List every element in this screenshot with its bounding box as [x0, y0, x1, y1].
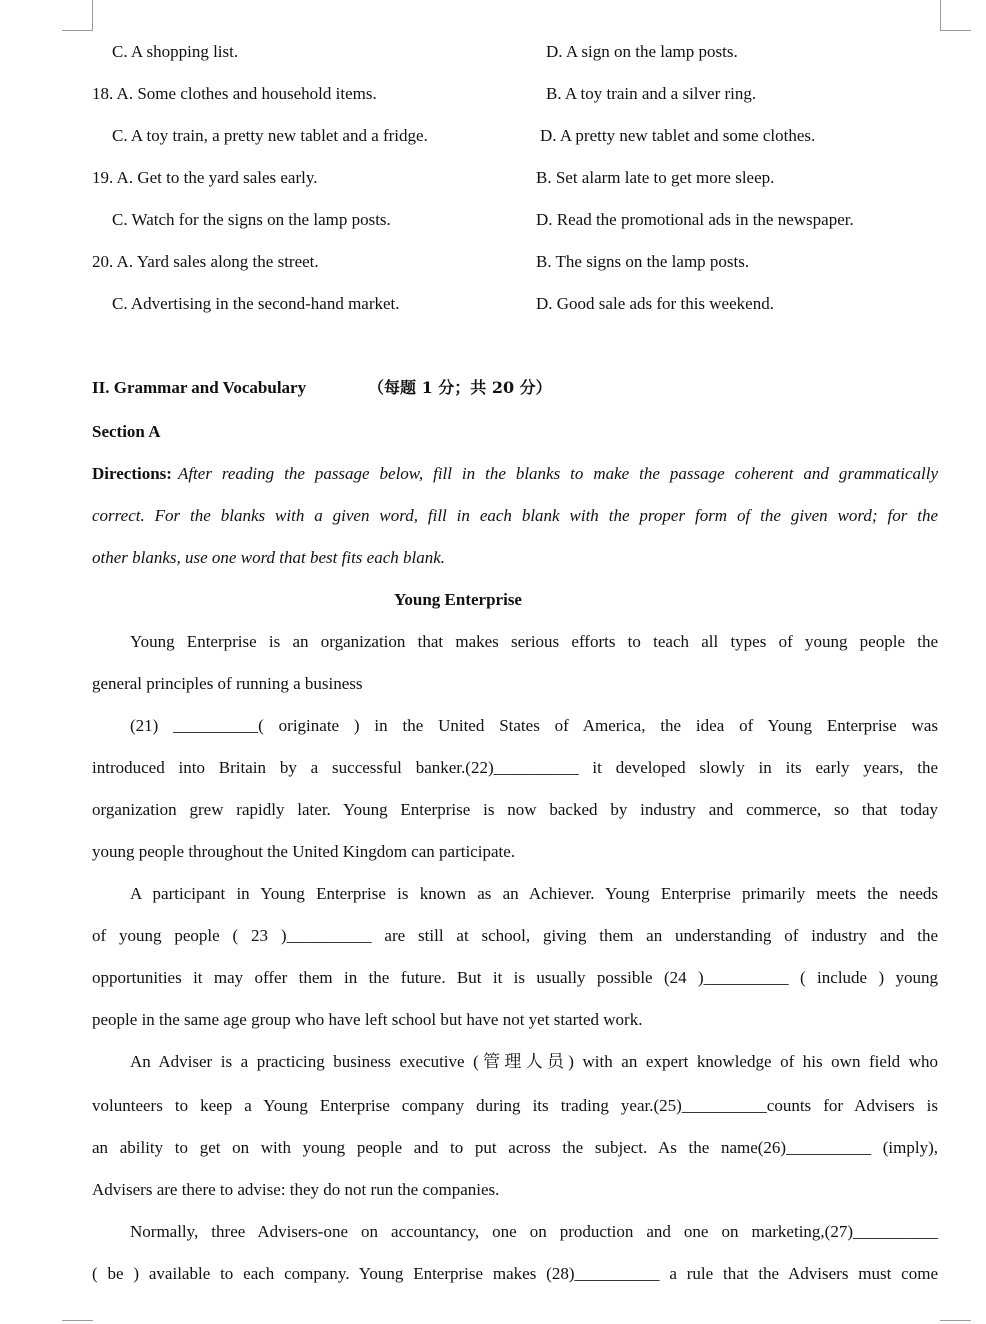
option-text: 20. A. Yard sales along the street. — [92, 252, 319, 271]
passage-line: organization grew rapidly later. Young Enterprise is now backed by industry and commerce, so that today — [92, 800, 938, 819]
option-text: C. Watch for the signs on the lamp posts. — [112, 210, 391, 229]
crop-mark — [62, 1320, 93, 1321]
option-text: 18. A. Some clothes and household items. — [92, 84, 377, 103]
option-text: 19. A. Get to the yard sales early. — [92, 168, 318, 187]
passage-line: young people throughout the United Kingdom can participate. — [92, 842, 516, 861]
passage-title: Young Enterprise — [394, 590, 522, 609]
option-text: D. Read the promotional ads in the newspaper. — [536, 210, 854, 229]
passage-line: A participant in Young Enterprise is known as an Achiever. Young Enterprise primarily meets the needs — [130, 884, 938, 903]
option-text: B. A toy train and a silver ring. — [546, 84, 757, 103]
crop-mark — [92, 0, 93, 30]
directions-text: After reading the passage below, fill in the blanks to make the passage coherent and grammatically — [177, 464, 938, 483]
directions-line — [92, 464, 938, 484]
passage-line: Normally, three Advisers-one on accountancy, one on production and one on marketing,(27)__________ — [130, 1222, 938, 1241]
section-label: Section A — [92, 422, 161, 441]
crop-mark — [940, 30, 971, 31]
crop-mark — [940, 0, 941, 30]
option-text: B. Set alarm late to get more sleep. — [536, 168, 775, 187]
passage-line: an ability to get on with young people and to put across the subject. As the name(26)__________ (imply), — [92, 1138, 938, 1157]
passage-line: An Adviser is a practicing business executive (管理人员) with an expert knowledge of his own field who — [130, 1052, 938, 1071]
option-text: B. The signs on the lamp posts. — [536, 252, 750, 271]
directions-label: Directions: — [92, 464, 172, 483]
directions-text: correct. For the blanks with a given word, fill in each blank with the proper form of the given word; for the — [92, 506, 938, 525]
crop-mark — [940, 1320, 971, 1321]
passage-line: Advisers are there to advise: they do not run the companies. — [92, 1180, 500, 1199]
passage-line: people in the same age group who have left school but have not yet started work. — [92, 1010, 643, 1029]
passage-line: opportunities it may offer them in the future. But it is usually possible (24 )__________ ( include ) young — [92, 968, 938, 987]
option-text: C. Advertising in the second-hand market. — [112, 294, 400, 313]
passage-line: (21) __________( originate ) in the United States of America, the idea of Young Enterprise was — [130, 716, 938, 735]
directions-text: other blanks, use one word that best fits each blank. — [92, 548, 446, 567]
passage-line: ( be ) available to each company. Young Enterprise makes (28)__________ a rule that the Advisers must come — [92, 1264, 938, 1283]
section-heading: II. Grammar and Vocabulary — [92, 378, 307, 397]
option-text: C. A toy train, a pretty new tablet and a fridge. — [112, 126, 428, 145]
option-text: D. A pretty new tablet and some clothes. — [540, 126, 816, 145]
option-text: C. A shopping list. — [112, 42, 239, 61]
passage-line: introduced into Britain by a successful banker.(22)__________ it developed slowly in its early years, the — [92, 758, 938, 777]
option-text: D. A sign on the lamp posts. — [546, 42, 738, 61]
passage-line: volunteers to keep a Young Enterprise company during its trading year.(25)__________counts for Advisers is — [92, 1096, 938, 1115]
passage-line: Young Enterprise is an organization that makes serious efforts to teach all types of young people the — [130, 632, 938, 651]
option-text: D. Good sale ads for this weekend. — [536, 294, 774, 313]
score-note: （每题 1 分；共 20 分） — [368, 378, 552, 397]
passage-line: of young people ( 23 )__________ are still at school, giving them an understanding of industry and the — [92, 926, 938, 945]
crop-mark — [62, 30, 93, 31]
passage-line: general principles of running a business — [92, 674, 363, 693]
